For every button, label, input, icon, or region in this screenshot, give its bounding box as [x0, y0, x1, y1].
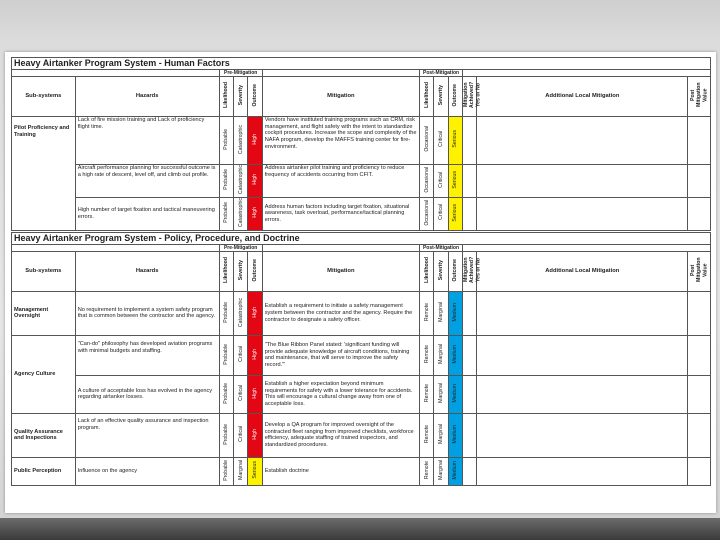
outcome-cell: High: [251, 207, 258, 218]
post-value-cell[interactable]: [688, 197, 711, 230]
post-value-cell[interactable]: [688, 291, 711, 335]
post-value-cell[interactable]: [688, 413, 711, 457]
post-likelihood-cell: Occasional: [423, 199, 430, 226]
header-likelihood: Likelihood: [223, 257, 230, 283]
post-severity-cell: Critical: [437, 131, 444, 148]
subsystem-cell: Management Oversight: [12, 291, 76, 335]
post-mitigation-label: Post-Mitigation: [419, 70, 462, 77]
subsystem-cell: Public Perception: [12, 457, 76, 485]
header-post-severity: Severity: [437, 259, 444, 281]
header-mitigation: Mitigation: [262, 252, 419, 292]
table-row: [12, 116, 711, 164]
table-row: [12, 164, 711, 197]
header-post-likelihood: Likelihood: [423, 257, 430, 283]
hazard-cell: Influence on the agency: [75, 457, 219, 485]
mitigation-cell: Establish a higher expectation beyond minimum requirements for safety with a lower tolerance for accidents. This will encourage a cultural change away from one of acceptable loss.: [262, 375, 419, 413]
achieved-cell[interactable]: [463, 164, 477, 197]
post-severity-cell: Critical: [437, 204, 444, 221]
likelihood-cell: Probable: [223, 301, 230, 323]
pre-mitigation-label: Pre-Mitigation: [219, 245, 262, 252]
post-likelihood-cell: Remote: [423, 425, 430, 444]
outcome-cell: High: [251, 174, 258, 185]
severity-cell: Critical: [237, 426, 244, 443]
post-outcome-cell: Medium: [452, 383, 459, 403]
table-title: Heavy Airtanker Program System - Policy, Procedure, and Doctrine: [12, 233, 711, 245]
mitigation-cell: Address airtanker pilot training and proficiency to reduce frequency of accidents occurring from CFIT.: [262, 164, 419, 197]
hazard-cell: Lack of fire mission training and Lack of proficiency flight time.: [75, 116, 219, 164]
pre-mitigation-label: Pre-Mitigation: [219, 70, 262, 77]
achieved-cell[interactable]: [463, 375, 477, 413]
table-row: [12, 375, 711, 413]
post-severity-cell: Marginal: [437, 424, 444, 445]
mitigation-cell: Develop a QA program for improved oversight of the contracted fleet ranging from improved checklists, workforce efficiency, adequate staffing of trained inspectors, and standardized procedures.: [262, 413, 419, 457]
policy-procedure-table: [11, 232, 711, 486]
human-factors-table: [11, 57, 711, 231]
subsystem-cell: Pilot Proficiency and Training: [12, 116, 76, 230]
post-severity-cell: Marginal: [437, 383, 444, 404]
post-outcome-cell: Medium: [452, 344, 459, 364]
header-achieved: Mitigation Achieved? Yes or No: [463, 256, 482, 284]
likelihood-cell: Probable: [223, 459, 230, 481]
post-outcome-cell: Serious: [452, 130, 459, 148]
header-additional-mitigation: Additional Local Mitigation: [477, 252, 688, 292]
post-severity-cell: Marginal: [437, 460, 444, 481]
header-post-likelihood: Likelihood: [423, 82, 430, 108]
header-subsystems: Sub-systems: [12, 77, 76, 117]
mitigation-cell: Vendors have instituted training programs such as CRM, risk management, and flight safety with the intent to standardize cockpit procedures. Increase the scope and complexity of the NAFA program, develop the MAFFS training center for fire-environment.: [262, 116, 419, 164]
post-likelihood-cell: Remote: [423, 384, 430, 403]
header-subsystems: Sub-systems: [12, 252, 76, 292]
header-severity: Severity: [237, 84, 244, 106]
subsystem-cell: Agency Culture: [12, 335, 76, 413]
header-post-outcome: Outcome: [452, 258, 459, 282]
severity-cell: Catastrophic: [237, 197, 244, 227]
post-likelihood-cell: Remote: [423, 345, 430, 364]
severity-cell: Marginal: [237, 460, 244, 481]
likelihood-cell: Probable: [223, 128, 230, 150]
post-severity-cell: Marginal: [437, 302, 444, 323]
table-row: [12, 413, 711, 457]
post-severity-cell: Critical: [437, 171, 444, 188]
header-outcome: Outcome: [251, 258, 258, 282]
post-value-cell[interactable]: [688, 116, 711, 164]
achieved-cell[interactable]: [463, 116, 477, 164]
post-outcome-cell: Serious: [452, 170, 459, 189]
outcome-cell: High: [251, 306, 258, 318]
outcome-cell: High: [251, 133, 258, 145]
subsystem-cell: Quality Assurance and Inspections: [12, 413, 76, 457]
header-post-value: Post Mitigation Value: [689, 82, 709, 108]
post-likelihood-cell: Occasional: [423, 126, 430, 152]
post-value-cell[interactable]: [688, 375, 711, 413]
table-row: [12, 335, 711, 375]
hazard-cell: "Can-do" philosophy has developed aviation programs with minimal budgets and staffing.: [75, 335, 219, 375]
post-outcome-cell: Medium: [452, 460, 459, 480]
header-hazards: Hazards: [75, 77, 219, 117]
hazard-cell: No requirement to implement a system safety program that is common between the contractor and the agency.: [75, 291, 219, 335]
additional-mitigation-cell[interactable]: [477, 116, 688, 164]
achieved-cell[interactable]: [463, 413, 477, 457]
severity-cell: Critical: [237, 385, 244, 402]
header-hazards: Hazards: [75, 252, 219, 292]
severity-cell: Critical: [237, 346, 244, 363]
post-likelihood-cell: Remote: [423, 303, 430, 322]
likelihood-cell: Probable: [223, 423, 230, 445]
header-post-severity: Severity: [437, 84, 444, 106]
achieved-cell[interactable]: [463, 291, 477, 335]
table-row: [12, 291, 711, 335]
additional-mitigation-cell[interactable]: [477, 413, 688, 457]
table-row: [12, 457, 711, 485]
hazard-cell: A culture of acceptable loss has evolved in the agency regarding airtanker losses.: [75, 375, 219, 413]
header-likelihood: Likelihood: [223, 82, 230, 108]
additional-mitigation-cell[interactable]: [477, 291, 688, 335]
header-achieved: Mitigation Achieved? Yes or No: [463, 81, 482, 109]
additional-mitigation-cell[interactable]: [477, 197, 688, 230]
achieved-cell[interactable]: [463, 197, 477, 230]
severity-cell: Catastrophic: [237, 164, 244, 195]
post-severity-cell: Marginal: [437, 344, 444, 365]
post-value-cell[interactable]: [688, 457, 711, 485]
outcome-cell: High: [251, 428, 258, 440]
likelihood-cell: Probable: [223, 169, 230, 190]
header-additional-mitigation: Additional Local Mitigation: [477, 77, 688, 117]
header-post-value: Post Mitigation Value: [689, 257, 709, 283]
window-bottom-band: [0, 518, 720, 540]
header-post-outcome: Outcome: [452, 83, 459, 107]
achieved-cell[interactable]: [463, 335, 477, 375]
severity-cell: Catastrophic: [237, 297, 244, 327]
post-value-cell[interactable]: [688, 164, 711, 197]
table-row: [12, 197, 711, 230]
likelihood-cell: Probable: [223, 382, 230, 404]
likelihood-cell: Probable: [223, 201, 230, 223]
post-outcome-cell: Medium: [452, 424, 459, 444]
mitigation-cell: "The Blue Ribbon Panel stated: 'significant funding will provide adequate knowledge of aircraft conditions, training and maintenance, that will serve to improve the safety record.'": [262, 335, 419, 375]
hazard-cell: Aircraft performance planning for successful outcome is a high rate of descent, level off, and climb out profile.: [75, 164, 219, 197]
table-title: Heavy Airtanker Program System - Human Factors: [12, 58, 711, 70]
header-mitigation: Mitigation: [262, 77, 419, 117]
post-outcome-cell: Medium: [452, 302, 459, 322]
document-page: [5, 52, 716, 513]
mitigation-cell: Establish a requirement to initiate a safety management system between the contractor and the agency. Require the contractor to designate a safety officer.: [262, 291, 419, 335]
mitigation-cell: Establish doctrine: [262, 457, 419, 485]
additional-mitigation-cell[interactable]: [477, 164, 688, 197]
post-likelihood-cell: Occasional: [423, 166, 430, 193]
post-value-cell[interactable]: [688, 335, 711, 375]
header-outcome: Outcome: [251, 83, 258, 107]
header-severity: Severity: [237, 259, 244, 281]
outcome-cell: High: [251, 348, 258, 360]
post-likelihood-cell: Remote: [423, 461, 430, 480]
outcome-cell: Serious: [251, 461, 258, 479]
additional-mitigation-cell[interactable]: [477, 335, 688, 375]
post-outcome-cell: Serious: [452, 203, 459, 222]
post-mitigation-label: Post-Mitigation: [419, 245, 462, 252]
hazard-cell: High number of target fixation and tactical maneuvering errors.: [75, 197, 219, 230]
hazard-cell: Lack of an effective quality assurance and inspection program.: [75, 413, 219, 457]
additional-mitigation-cell[interactable]: [477, 375, 688, 413]
mitigation-cell: Address human factors including target fixation, situational awareness, task overload, performance/tactical planning errors.: [262, 197, 419, 230]
severity-cell: Catastrophic: [237, 124, 244, 154]
additional-mitigation-cell[interactable]: [477, 457, 688, 485]
likelihood-cell: Probable: [223, 343, 230, 365]
outcome-cell: High: [251, 387, 258, 399]
achieved-cell[interactable]: [463, 457, 477, 485]
